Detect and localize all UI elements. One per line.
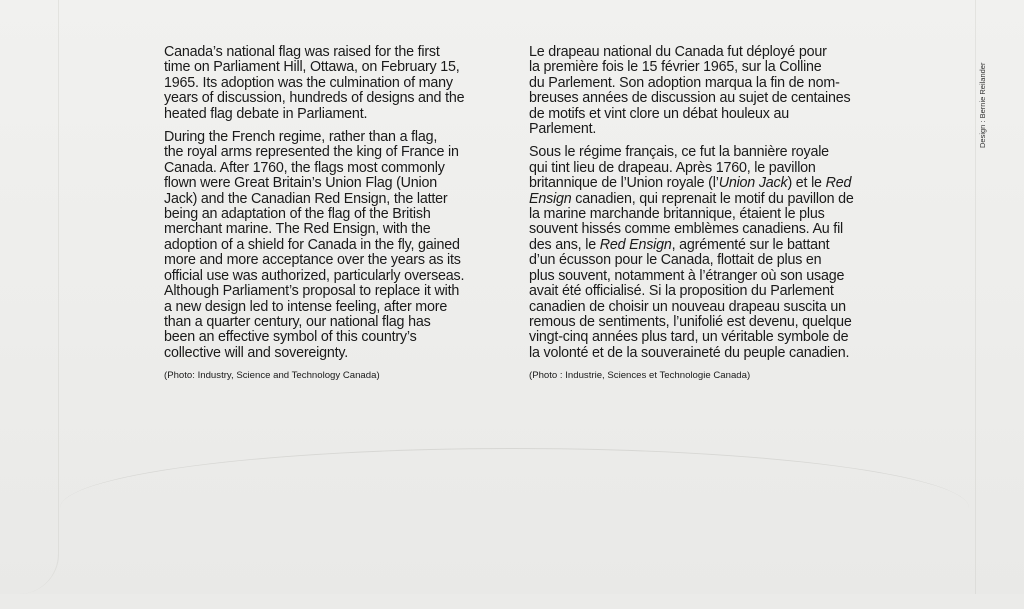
- text-line: Canada. After 1760, the flags most commonly: [164, 159, 445, 176]
- text-line: flown were Great Britain’s Union Flag (Union: [164, 175, 438, 192]
- text-line: avait été officialisé. Si la proposition du Parlement: [529, 283, 834, 300]
- text-line: time on Parliament Hill, Ottawa, on February 15,: [164, 59, 460, 76]
- text-line: breuses années de discussion au sujet de centaines: [529, 90, 851, 107]
- text-line: more and more acceptance over the years as its: [164, 252, 461, 269]
- text-line: canadien de choisir un nouveau drapeau suscita un: [529, 298, 846, 315]
- text-line: la volonté et de la souveraineté du peuple canadien.: [529, 344, 850, 361]
- text-line: Parlement.: [529, 121, 597, 138]
- english-paragraph-2: [164, 130, 514, 361]
- english-paragraph-1: [164, 45, 514, 122]
- text-line: Canada’s national flag was raised for the first: [164, 44, 440, 60]
- text-line: la marine marchande britannique, étaient le plus: [529, 206, 825, 223]
- text-line: being an adaptation of the flag of the British: [164, 206, 431, 223]
- english-photo-caption: (Photo: Industry, Science and Technology Canada): [164, 370, 380, 382]
- text-line: Ensign canadien, qui reprenait le motif du pavillon de: [529, 190, 854, 207]
- french-photo-caption: (Photo : Industrie, Sciences et Technologie Canada): [529, 370, 751, 382]
- text-line: merchant marine. The Red Ensign, with the: [164, 221, 431, 238]
- text-line: britannique de l’Union royale (l’Union Jack) et le Red: [529, 175, 852, 192]
- text-line: de motifs et vint clore un débat houleux au: [529, 105, 790, 122]
- design-credit: Design : Bernie Reilander: [978, 62, 987, 148]
- text-line: souvent hissés comme emblèmes canadiens. Au fil: [529, 221, 844, 238]
- text-line: adoption of a shield for Canada in the fly, gained: [164, 236, 460, 253]
- french-text-column: [529, 45, 899, 382]
- text-line: During the French regime, rather than a flag,: [164, 129, 438, 146]
- french-paragraph-1: [529, 45, 899, 137]
- text-line: collective will and sovereignty.: [164, 344, 349, 361]
- text-line: plus souvent, notamment à l’étranger où son usage: [529, 267, 845, 284]
- text-line: vingt-cinq années plus tard, un véritable symbole de: [529, 329, 849, 346]
- text-line: official use was authorized, particularly overseas.: [164, 267, 465, 284]
- text-line: qui tint lieu de drapeau. Après 1760, le pavillon: [529, 159, 816, 176]
- text-line: 1965. Its adoption was the culmination of many: [164, 74, 453, 91]
- text-line: the royal arms represented the king of France in: [164, 144, 459, 161]
- text-line: des ans, le Red Ensign, agrémenté sur le battant: [529, 236, 830, 253]
- text-line: been an effective symbol of this country’s: [164, 329, 417, 346]
- text-line: Although Parliament’s proposal to replace it with: [164, 283, 460, 300]
- text-line: Jack) and the Canadian Red Ensign, the latter: [164, 190, 448, 207]
- french-paragraph-2: [529, 145, 899, 361]
- text-line: years of discussion, hundreds of designs and the: [164, 90, 465, 107]
- english-text-column: [164, 45, 514, 382]
- text-line: Le drapeau national du Canada fut déployé pour: [529, 44, 827, 60]
- text-line: a new design led to intense feeling, after more: [164, 298, 448, 315]
- text-line: heated flag debate in Parliament.: [164, 105, 368, 122]
- text-line: la première fois le 15 février 1965, sur la Colline: [529, 59, 822, 76]
- text-line: Sous le régime français, ce fut la bannière royale: [529, 144, 829, 161]
- text-line: du Parlement. Son adoption marqua la fin de nom-: [529, 74, 840, 91]
- envelope-left-crease: [0, 0, 59, 594]
- text-line: remous de sentiments, l’unifolié est devenu, quelque: [529, 313, 852, 330]
- text-line: than a quarter century, our national flag has: [164, 313, 431, 330]
- envelope-flap-edge: [60, 448, 969, 609]
- text-line: d’un écusson pour le Canada, flottait de plus en: [529, 252, 822, 269]
